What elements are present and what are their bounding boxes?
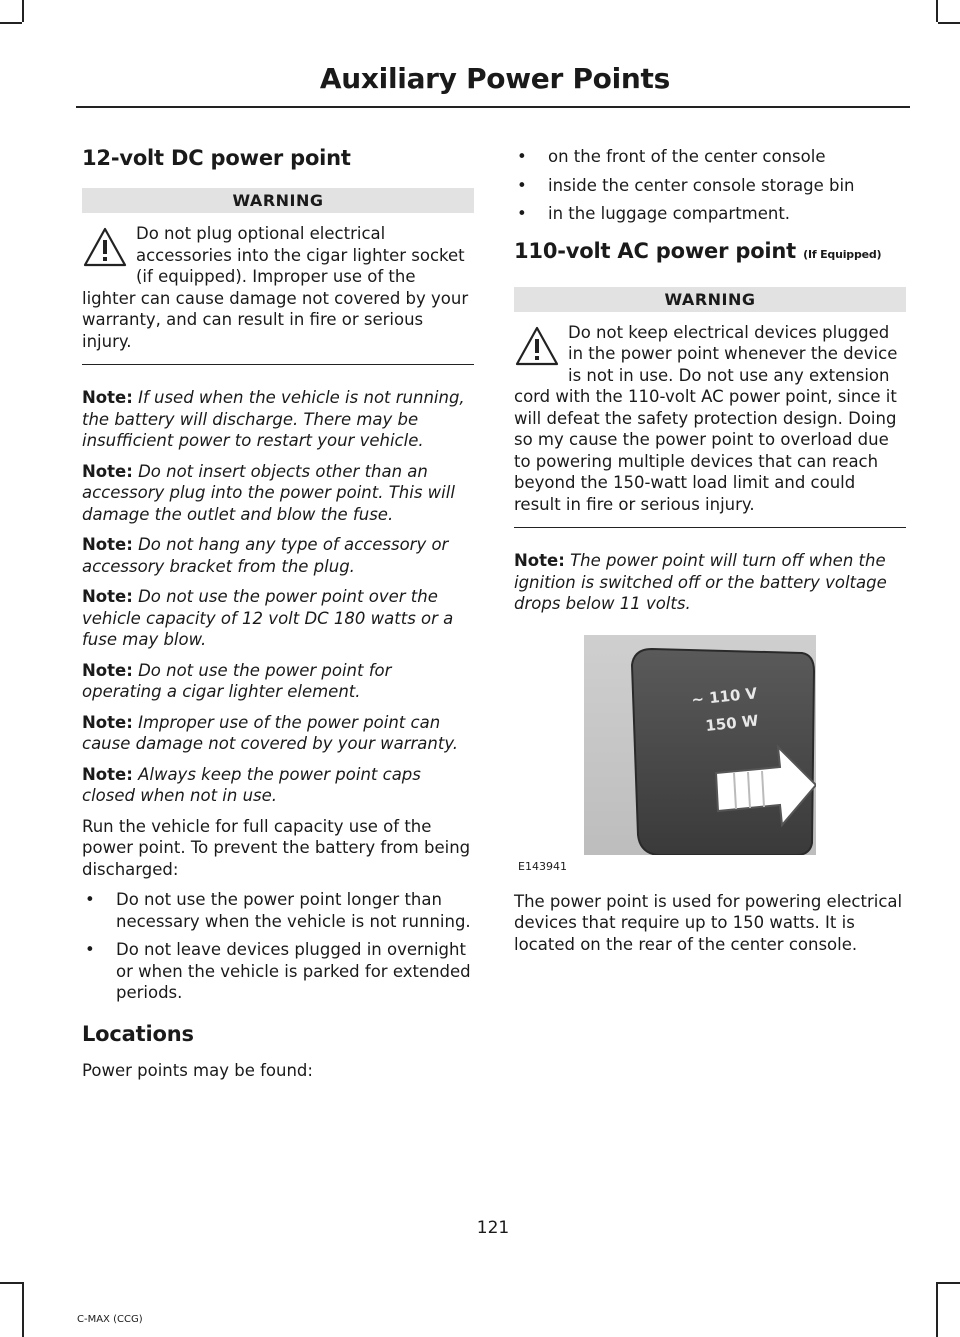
note-label: Note: — [82, 461, 133, 481]
note-label: Note: — [514, 551, 565, 570]
warning-label: WARNING — [82, 188, 474, 213]
note-label: Note: — [82, 660, 133, 680]
bullet-icon: • — [85, 940, 95, 959]
crop-mark — [936, 1282, 938, 1337]
note-text: Do not insert objects other than an accessory plug into the power point. This will damage the outlet and blow the fuse. — [82, 461, 455, 524]
note-paragraph — [82, 534, 474, 577]
locations-list — [514, 146, 906, 225]
crop-mark — [936, 0, 938, 22]
tips-list — [82, 889, 474, 1004]
list-item — [82, 939, 474, 1004]
page-number: 121 — [476, 1218, 510, 1238]
note-paragraph — [82, 387, 474, 452]
note-paragraph — [82, 461, 474, 526]
list-item-text: in the luggage compartment. — [548, 204, 791, 223]
bullet-icon: • — [85, 890, 95, 909]
note-label: Note: — [82, 764, 133, 784]
warning-triangle-icon — [514, 324, 560, 370]
footer-model: C-MAX (CCG) — [77, 1314, 143, 1325]
section-heading-110v — [514, 239, 906, 263]
locations-paragraph: Power points may be found: — [82, 1060, 313, 1080]
bullet-icon: • — [517, 147, 527, 166]
warning-body — [514, 312, 906, 529]
list-item — [82, 889, 474, 932]
crop-mark — [22, 1282, 24, 1337]
crop-mark — [22, 0, 24, 22]
right-column — [514, 146, 906, 964]
note-paragraph — [82, 764, 474, 807]
list-item-text: on the front of the center console — [548, 147, 826, 166]
note-paragraph — [82, 586, 474, 651]
crop-mark — [938, 1282, 960, 1284]
note-text: Improper use of the power point can cause damage not covered by your warranty. — [82, 712, 459, 753]
list-item-text: Do not use the power point longer than necessary when the vehicle is not running. — [116, 890, 471, 931]
note-label: Note: — [82, 388, 133, 407]
note-text: Do not hang any type of accessory or accessory bracket from the plug. — [82, 535, 449, 576]
list-item — [514, 203, 906, 225]
run-paragraph: Run the vehicle for full capacity use of the power point. To prevent the battery from being discharged: — [82, 816, 471, 879]
warning-label: WARNING — [514, 287, 906, 312]
warning-box — [82, 188, 474, 365]
list-item-text: inside the center console storage bin — [548, 175, 855, 195]
note-label: Note: — [82, 712, 133, 732]
warning-body — [82, 213, 474, 365]
figure-code: E143941 — [518, 859, 567, 873]
cover-wattage-label: 150 W — [704, 711, 760, 735]
power-point-figure — [514, 635, 906, 873]
header-rule — [76, 106, 910, 108]
list-item — [514, 146, 906, 168]
power-point-photo — [584, 635, 816, 855]
heading-text: 110-volt AC power point — [514, 238, 797, 263]
left-column — [82, 146, 474, 1090]
note-text: Always keep the power point caps closed when not in use. — [82, 764, 421, 805]
note-paragraph — [514, 550, 906, 615]
description-paragraph: The power point is used for powering electrical devices that require up to 150 watts. It is located on the rear of the center console. — [514, 891, 903, 954]
page-header-title: Auxiliary Power Points — [319, 62, 670, 95]
warning-text: Do not keep electrical devices plugged in the power point whenever the device is not in use. Do not use any extension cord with the 110-volt AC power point, since it will defeat the safety protection design. Doing so my cause the power point to overload due to powering multiple devices that can reach beyond the 150-watt load limit and could result in fire or serious injury. — [514, 322, 898, 514]
crop-mark — [0, 22, 22, 24]
note-paragraph — [82, 660, 474, 703]
list-item — [514, 175, 906, 197]
note-paragraph — [82, 712, 474, 755]
note-label: Note: — [82, 587, 133, 606]
heading-qualifier: (If Equipped) — [803, 247, 882, 261]
warning-text: Do not plug optional electrical accessories into the cigar lighter socket (if equipped). Improper use of the lighter can cause damage not covered by your warranty, and can result in fire or serious injury. — [82, 224, 469, 351]
bullet-icon: • — [517, 204, 527, 223]
bullet-icon: • — [517, 175, 527, 195]
list-item-text: Do not leave devices plugged in overnight or when the vehicle is parked for extended periods. — [116, 940, 471, 1002]
section-heading-locations: Locations — [82, 1021, 194, 1046]
note-text: The power point will turn off when the ignition is switched off or the battery voltage drops below 11 volts. — [514, 551, 887, 613]
section-heading-12v: 12-volt DC power point — [82, 146, 351, 170]
power-point-cover-illustration — [584, 635, 816, 855]
crop-mark — [938, 22, 960, 24]
crop-mark — [0, 1282, 22, 1284]
warning-triangle-icon — [82, 225, 128, 271]
note-text: If used when the vehicle is not running, the battery will discharge. There may be insufficient power to restart your vehicle. — [82, 388, 465, 450]
warning-box — [514, 287, 906, 529]
cover-voltage-label: ~ 110 V — [690, 683, 758, 709]
note-text: Do not use the power point for operating a cigar lighter element. — [82, 660, 392, 701]
note-label: Note: — [82, 535, 133, 554]
note-text: Do not use the power point over the vehicle capacity of 12 volt DC 180 watts or a fuse may blow. — [82, 587, 454, 649]
